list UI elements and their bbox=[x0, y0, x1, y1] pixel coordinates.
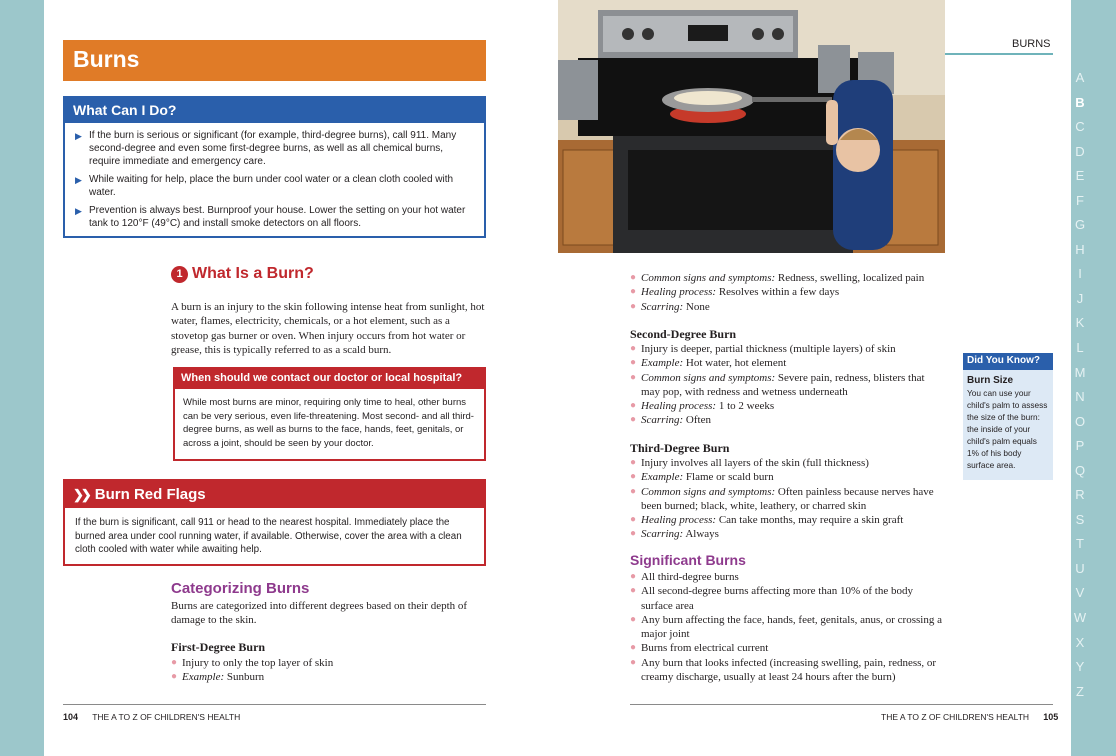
number-circle-icon: 1 bbox=[171, 266, 188, 283]
list-item: ● All third-degree burns bbox=[630, 571, 739, 583]
alphabet-tab-v[interactable]: V bbox=[1075, 585, 1085, 601]
footer-rule bbox=[63, 704, 486, 705]
contact-doctor-box bbox=[173, 367, 486, 461]
list-item: ● Healing process: Can take months, may require a skin graft bbox=[630, 514, 904, 527]
alphabet-tab-t[interactable]: T bbox=[1076, 536, 1084, 552]
bullet-icon: ● bbox=[630, 514, 637, 526]
red-flags-title: ❯❯ Burn Red Flags bbox=[65, 481, 484, 508]
alphabet-tab-s[interactable]: S bbox=[1075, 511, 1085, 527]
what-can-i-do-title: What Can I Do? bbox=[65, 98, 484, 123]
list-item: ● Injury is deeper, partial thickness (multiple layers) of skin bbox=[630, 343, 896, 355]
list-item: ● Any burn that looks infected (increasing swelling, pain, redness, or creamy discharge, usually at least 24 hours after the burn) bbox=[630, 656, 937, 684]
list-item: ▶ While waiting for help, place the burn under cool water or a clean cloth cooled with water. bbox=[75, 174, 454, 198]
bullet-icon: ● bbox=[630, 414, 637, 426]
list-item: ● Healing process: Resolves within a few days bbox=[630, 286, 840, 299]
bullet-icon: ● bbox=[630, 642, 637, 654]
double-chevron-icon: ❯❯ bbox=[73, 486, 89, 502]
alphabet-tab-j[interactable]: J bbox=[1076, 290, 1084, 306]
categorizing-burns-heading: Categorizing Burns bbox=[171, 580, 310, 597]
contact-doctor-title: When should we contact our doctor or local hospital? bbox=[175, 369, 484, 389]
alphabet-tab-y[interactable]: Y bbox=[1075, 659, 1085, 675]
triangle-bullet-icon: ▶ bbox=[75, 175, 82, 185]
list-item: ● Any burn affecting the face, hands, feet, genitals, anus, or crossing a major joint bbox=[630, 613, 942, 641]
list-item: ● Common signs and symptoms: Severe pain, redness, blisters that may pop, with redness and wetness underneath bbox=[630, 371, 925, 398]
alphabet-tab-r[interactable]: R bbox=[1075, 487, 1085, 503]
alphabet-tab-i[interactable]: I bbox=[1078, 266, 1082, 282]
red-flags-box bbox=[63, 479, 486, 566]
alphabet-tab-z[interactable]: Z bbox=[1076, 683, 1084, 699]
alphabet-tab-a[interactable]: A bbox=[1075, 70, 1085, 85]
did-you-know-title: Did You Know? bbox=[963, 353, 1053, 370]
list-item: ● Example: Hot water, hot element bbox=[630, 357, 787, 370]
what-can-i-do-box bbox=[63, 96, 486, 238]
alphabet-tab-f[interactable]: F bbox=[1076, 192, 1084, 208]
list-item: ● Common signs and symptoms: Often painless because nerves have been burned; black, white, leathery, or charred skin bbox=[630, 485, 934, 512]
alphabet-tab-w[interactable]: W bbox=[1073, 610, 1087, 626]
triangle-bullet-icon: ▶ bbox=[75, 131, 82, 141]
list-item: ▶ If the burn is serious or significant (for example, third-degree burns), call 911. Many second-degree and even some first-degree burns, as well as all chemical burns, require immediate and emergency care. bbox=[75, 130, 457, 167]
bullet-icon: ● bbox=[630, 528, 637, 540]
alphabet-tab-l[interactable]: L bbox=[1076, 340, 1084, 356]
second-degree-heading: Second-Degree Burn bbox=[630, 327, 737, 341]
alphabet-tab-b[interactable]: B bbox=[1075, 94, 1085, 110]
running-head-rule bbox=[945, 53, 1053, 55]
alphabet-tab-h[interactable]: H bbox=[1075, 241, 1085, 257]
bullet-icon: ● bbox=[630, 471, 637, 483]
alphabet-tab-n[interactable]: N bbox=[1075, 389, 1085, 405]
list-item: ● All second-degree burns affecting more than 10% of the body surface area bbox=[630, 585, 913, 612]
first-degree-heading: First-Degree Burn bbox=[171, 640, 266, 654]
did-you-know-subtitle: Burn Size bbox=[967, 375, 1014, 386]
alphabet-index bbox=[1071, 66, 1089, 704]
did-you-know-box bbox=[963, 353, 1053, 480]
bullet-icon: ● bbox=[630, 371, 637, 383]
what-is-a-burn-paragraph: A burn is an injury to the skin following intense heat from sunlight, hot water, flames, electricity, chemicals, or a hot element, such as a stovetop gas burner or oven. When injury occurs from hot water or grease, this is typically referred to as a scald burn. bbox=[171, 301, 485, 356]
page-title: Burns bbox=[63, 40, 486, 81]
alphabet-tab-o[interactable]: O bbox=[1074, 413, 1086, 429]
alphabet-tab-p[interactable]: P bbox=[1075, 438, 1085, 454]
alphabet-tab-c[interactable]: C bbox=[1075, 119, 1085, 135]
alphabet-tab-d[interactable]: D bbox=[1075, 143, 1085, 159]
list-item: ● Example: Flame or scald burn bbox=[630, 471, 774, 484]
bullet-icon: ● bbox=[630, 300, 637, 312]
alphabet-tab-x[interactable]: X bbox=[1075, 634, 1085, 650]
list-item: ● Scarring: None bbox=[630, 300, 710, 313]
alphabet-tab-u[interactable]: U bbox=[1075, 560, 1085, 576]
first-degree-continued-list bbox=[630, 271, 950, 314]
left-margin-band bbox=[0, 0, 44, 756]
bullet-icon: ● bbox=[630, 656, 637, 668]
significant-burns-list bbox=[630, 570, 942, 684]
triangle-bullet-icon: ▶ bbox=[75, 206, 82, 216]
bullet-icon: ● bbox=[630, 400, 637, 412]
contact-doctor-body: While most burns are minor, requiring only time to heal, other burns can be very serious, even life-threatening. Most second- and all third-degree burns, as well as burns to the face, hands, feet, genitals, or across a joint, should be seen by your doctor. bbox=[183, 397, 474, 449]
bullet-icon: ● bbox=[171, 671, 178, 683]
first-degree-list bbox=[171, 656, 487, 685]
running-head: BURNS bbox=[1012, 38, 1051, 50]
significant-burns-heading: Significant Burns bbox=[630, 552, 746, 568]
alphabet-tab-g[interactable]: G bbox=[1074, 217, 1086, 233]
list-item: ▶ Prevention is always best. Burnproof your house. Lower the setting on your hot water tank to 120°F (49°C) and install smoke detectors on all floors. bbox=[75, 205, 466, 229]
did-you-know-body: You can use your child's palm to assess the size of the burn: the inside of your child's palm equals 1% of his body surface area. bbox=[967, 388, 1048, 470]
bullet-icon: ● bbox=[630, 457, 637, 468]
list-item: ● Scarring: Always bbox=[630, 528, 719, 541]
bullet-icon: ● bbox=[630, 286, 637, 298]
categorizing-paragraph: Burns are categorized into different degrees based on their depth of damage to the skin. bbox=[171, 600, 468, 627]
list-item: ● Scarring: Often bbox=[630, 414, 711, 427]
third-degree-heading: Third-Degree Burn bbox=[630, 441, 730, 455]
footer-right: THE A TO Z OF CHILDREN'S HEALTH 105 bbox=[881, 712, 1059, 722]
list-item: ● Healing process: 1 to 2 weeks bbox=[630, 400, 775, 413]
third-degree-list bbox=[630, 456, 940, 542]
second-degree-list bbox=[630, 342, 930, 428]
alphabet-tab-e[interactable]: E bbox=[1075, 168, 1085, 184]
bullet-icon: ● bbox=[630, 272, 637, 283]
footer-left: 104 THE A TO Z OF CHILDREN'S HEALTH bbox=[63, 712, 241, 722]
kitchen-stove-photo bbox=[558, 0, 945, 253]
list-item: ● Injury to only the top layer of skin bbox=[171, 657, 334, 669]
bullet-icon: ● bbox=[630, 613, 637, 625]
bullet-icon: ● bbox=[171, 657, 178, 668]
bullet-icon: ● bbox=[630, 485, 637, 497]
list-item: ● Common signs and symptoms: Redness, swelling, localized pain bbox=[630, 272, 925, 284]
bullet-icon: ● bbox=[630, 585, 637, 597]
alphabet-tab-q[interactable]: Q bbox=[1074, 462, 1086, 478]
bullet-icon: ● bbox=[630, 571, 637, 582]
list-item: ● Injury involves all layers of the skin (full thickness) bbox=[630, 457, 869, 469]
alphabet-tab-k[interactable]: K bbox=[1075, 315, 1085, 331]
what-is-a-burn-heading: 1 What Is a Burn? bbox=[171, 265, 314, 283]
red-flags-body: If the burn is significant, call 911 or head to the nearest hospital. Immediately place the burned area under cool running water, if available. Otherwise, cover the area with a clean cloth cooled with water while awaiting help. bbox=[75, 517, 462, 555]
bullet-icon: ● bbox=[630, 357, 637, 369]
footer-rule bbox=[630, 704, 1053, 705]
alphabet-tab-m[interactable]: M bbox=[1074, 364, 1086, 380]
list-item: ● Example: Sunburn bbox=[171, 671, 265, 684]
list-item: ● Burns from electrical current bbox=[630, 642, 769, 655]
bullet-icon: ● bbox=[630, 343, 637, 354]
